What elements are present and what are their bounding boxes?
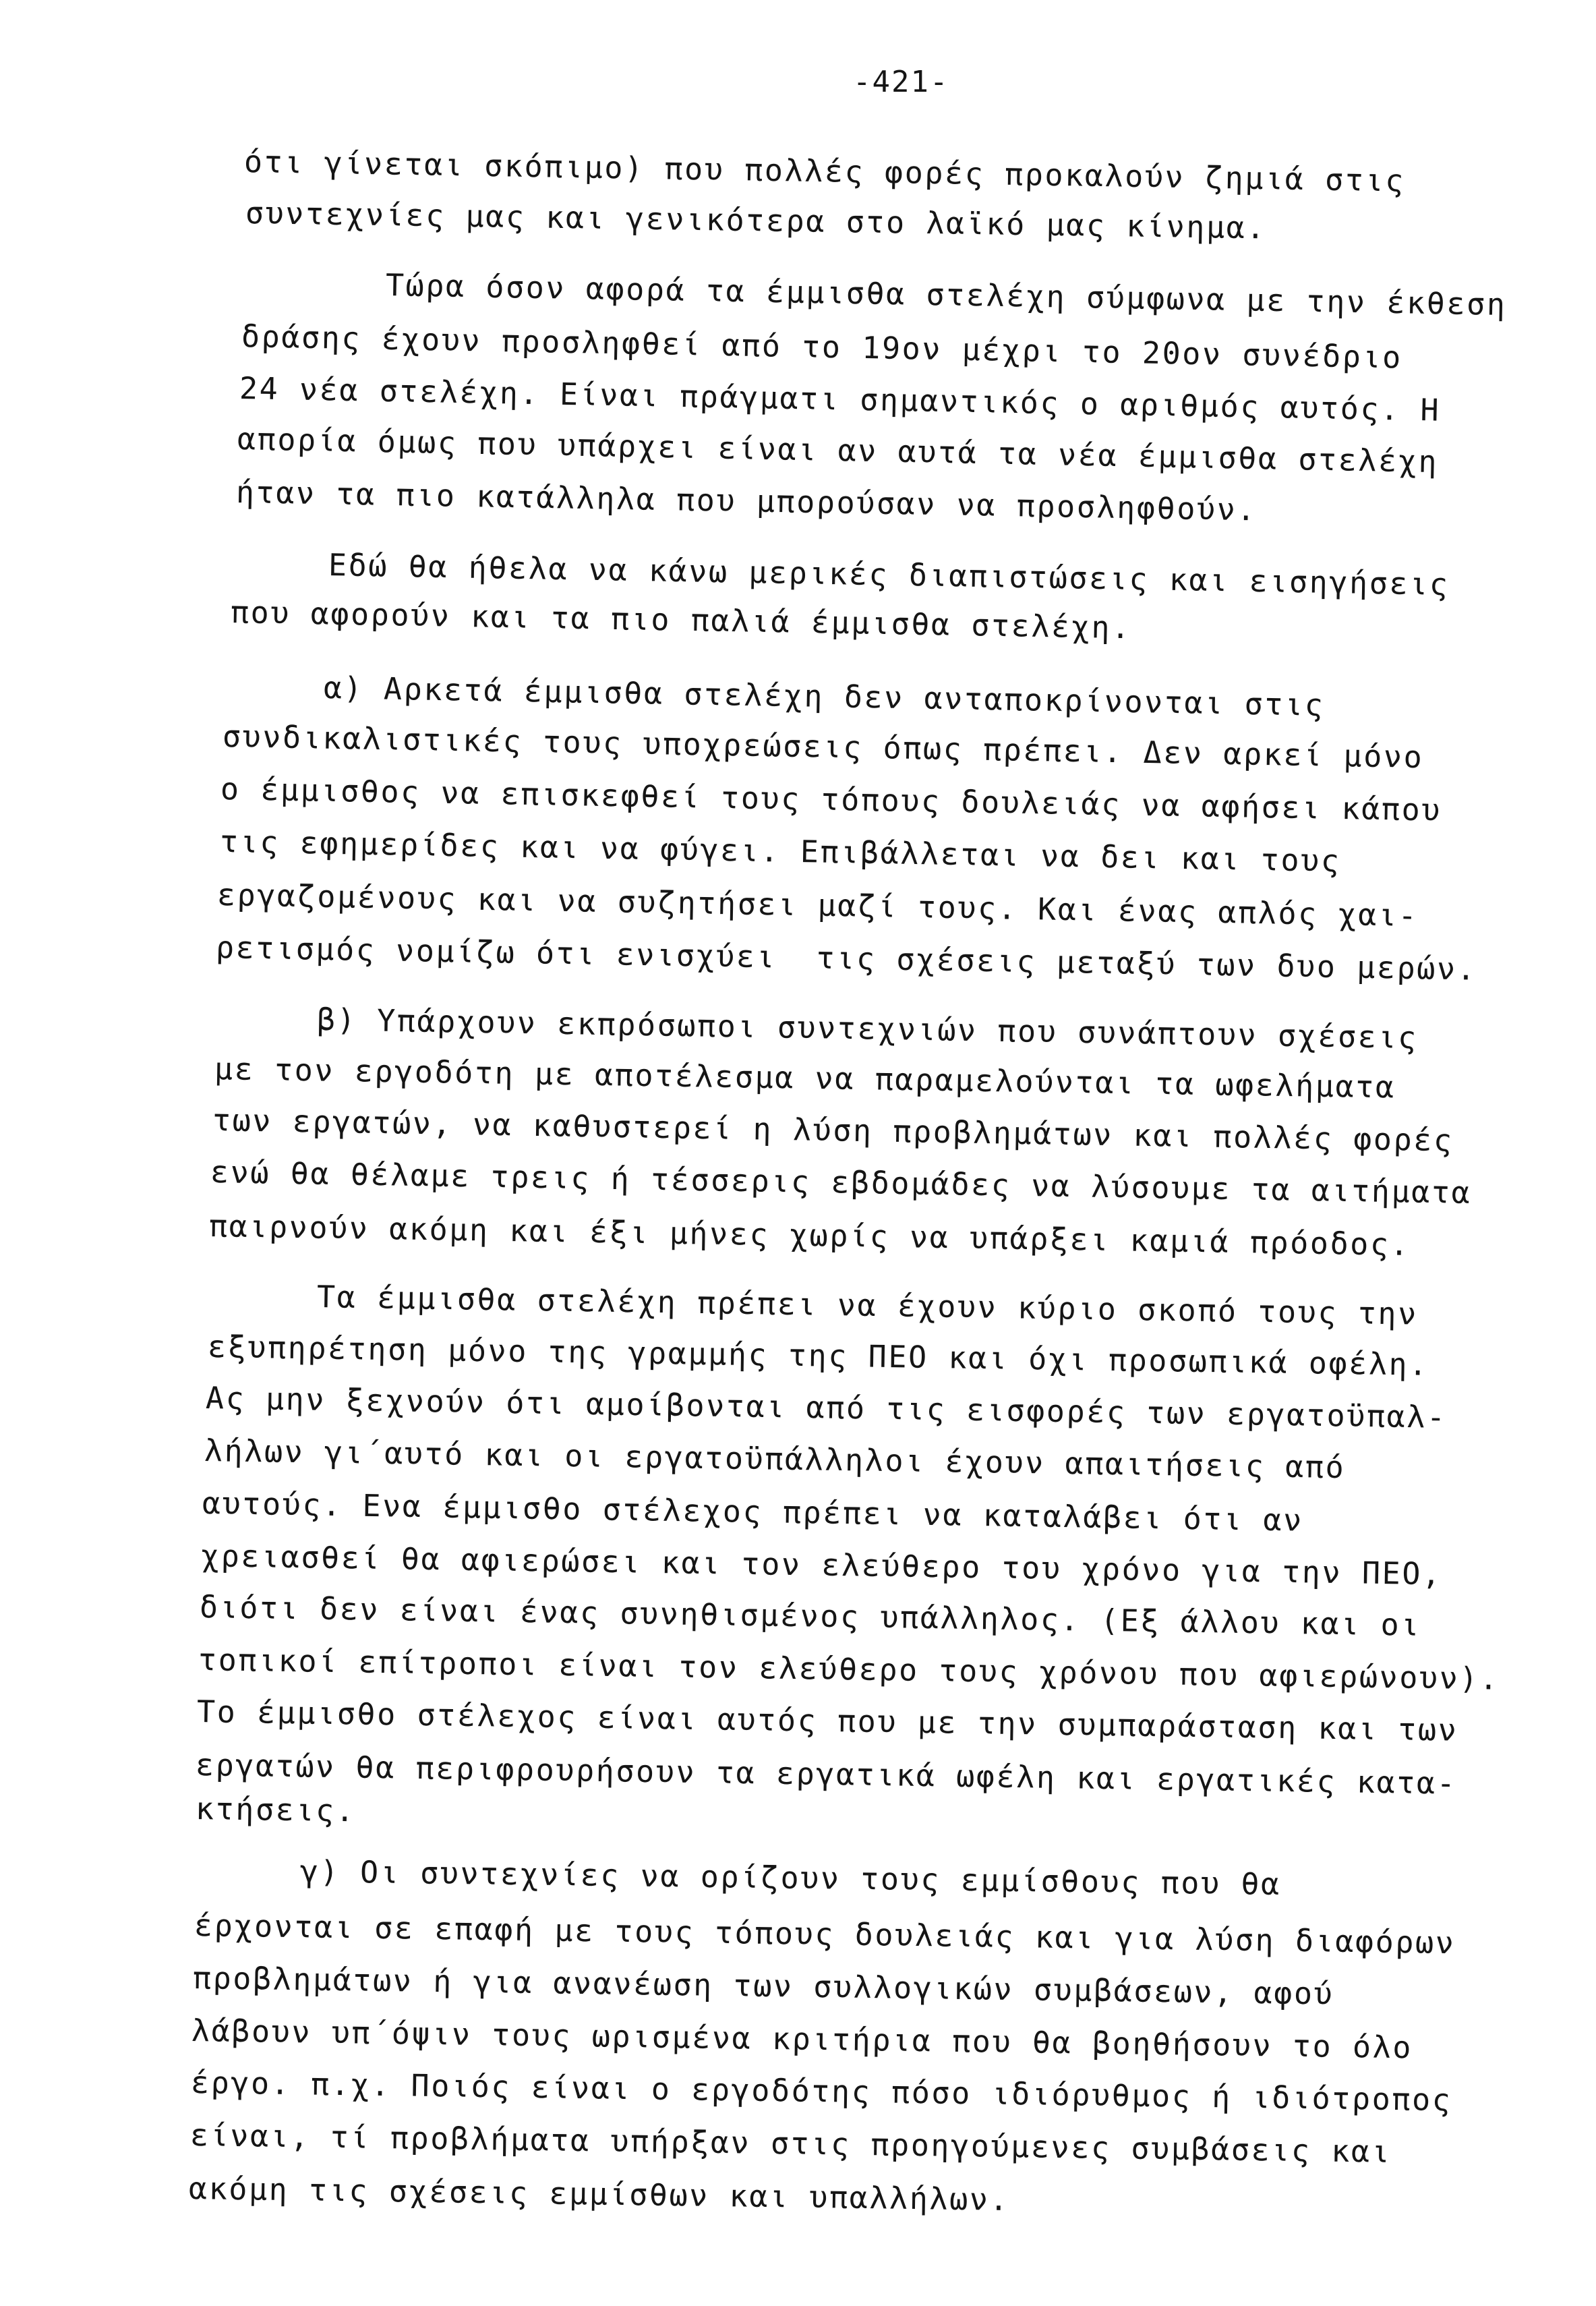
text-line: Τα έμμισθα στελέχη πρέπει να έχουν κύριο σκοπό τους την	[316, 1279, 1419, 1332]
text-line: δράσης έχουν προσληφθεί από το 19ον μέχρι το 20ον συνέδριο	[241, 318, 1403, 376]
text-line: Εδώ θα ήθελα να κάνω μερικές διαπιστώσεις και εισηγήσεις	[328, 547, 1450, 603]
text-line: αυτούς. Ενα έμμισθο στέλεχος πρέπει να καταλάβει ότι αν	[202, 1485, 1304, 1538]
text-line: απορία όμως που υπάρχει είναι αν αυτά τα νέα έμμισθα στελέχη	[237, 421, 1439, 480]
text-line: έρχονται σε επαφή με τους τόπους δουλειάς και για λύση διαφόρων	[194, 1907, 1456, 1961]
text-line: συντεχνίες μας και γενικότερα στο λαϊκό μας κίνημα.	[245, 195, 1267, 246]
text-line: είναι, τί προβλήματα υπήρξαν στις προηγούμενες συμβάσεις και	[189, 2117, 1392, 2170]
text-line: λήλων γι΄αυτό και οι εργατοϋπάλληλοι έχουν απαιτήσεις από	[204, 1433, 1346, 1486]
text-line: διότι δεν είναι ένας συνηθισμένος υπάλληλος. (Εξ άλλου και οι	[199, 1589, 1421, 1643]
text-line: ενώ θα θέλαμε τρεις ή τέσσερις εβδομάδες να λύσουμε τα αιτήματα	[210, 1154, 1472, 1211]
text-line: ρετισμός νομίζω ότι ενισχύει τις σχέσεις μεταξύ των δυο μερών.	[215, 929, 1477, 987]
text-line: έργο. π.χ. Ποιός είναι ο εργοδότης πόσο ιδιόρυθμος ή ιδιότροπος	[190, 2065, 1452, 2118]
text-line: λάβουν υπ΄όψιν τους ωρισμένα κριτήρια που θα βοηθήσουν το όλο	[191, 2013, 1413, 2066]
text-line: ο έμμισθος να επισκεφθεί τους τόπους δουλειάς να αφήσει κάπου	[220, 771, 1442, 828]
text-line: προβλημάτων ή για ανανέωση των συλλογικών συμβάσεων, αφού	[192, 1960, 1334, 2012]
text-line: τις εφημερίδες και να φύγει. Επιβάλλεται να δει και τους	[219, 824, 1341, 880]
text-line: Ας μην ξεχνούν ότι αμοίβονται από τις εισφορές των εργατοϋπαλ-	[205, 1380, 1448, 1435]
text-line: παιρνούν ακόμη και έξι μήνες χωρίς να υπάρξει καμιά πρόοδος.	[208, 1208, 1411, 1263]
text-line: Το έμμισθο στέλεχος είναι αυτός που με την συμπαράσταση και των	[196, 1694, 1458, 1748]
text-line: εργαζομένους και να συζητήσει μαζί τους. Και ένας απλός χαι-	[216, 877, 1419, 934]
text-line: συνδικαλιστικές τους υποχρεώσεις όπως πρέπει. Δεν αρκεί μόνο	[222, 718, 1424, 776]
text-line: που αφορούν και τα πιο παλιά έμμισθα στελέχη.	[230, 594, 1132, 646]
text-line: εργατών θα περιφρουρήσουν τα εργατικά ωφέλη και εργατικές κατα-	[195, 1747, 1457, 1801]
text-line: με τον εργοδότη με αποτέλεσμα να παραμελούνται τα ωφελήματα	[214, 1051, 1396, 1105]
text-line: χρειασθεί θα αφιερώσει και τον ελεύθερο του χρόνο για την ΠΕΟ,	[200, 1538, 1443, 1592]
text-line: ότι γίνεται σκόπιμο) που πολλές φορές προκαλούν ζημιά στις	[243, 144, 1406, 199]
text-line: Τώρα όσον αφορά τα έμμισθα στελέχη σύμφωνα με την έκθεση	[385, 267, 1507, 323]
text-line: εξυπηρέτηση μόνο της γραμμής της ΠΕΟ και όχι προσωπικά οφέλη.	[207, 1329, 1429, 1383]
text-line: των εργατών, να καθυστερεί η λύση προβλημάτων και πολλές φορές	[212, 1102, 1454, 1159]
text-line: γ) Οι συντεχνίες να ορίζουν τους εμμίσθους που θα	[299, 1853, 1282, 1903]
text-line: τοπικοί επίτροποι είναι τον ελεύθερο τους χρόνου που αφιερώνουν).	[198, 1642, 1500, 1697]
text-line: β) Υπάρχουν εκπρόσωποι συντεχνιών που συνάπτουν σχέσεις	[316, 1002, 1419, 1056]
text-line: ακόμη τις σχέσεις εμμίσθων και υπαλλήλων.	[188, 2170, 1010, 2218]
text-line: 24 νέα στελέχη. Είναι πράγματι σημαντικός ο αριθμός αυτός. Η	[239, 370, 1441, 428]
page-number: -421-	[853, 65, 949, 99]
text-line: κτήσεις.	[195, 1791, 356, 1829]
text-line: ήταν τα πιο κατάλληλα που μπορούσαν να προσληφθούν.	[235, 474, 1258, 528]
text-line: α) Αρκετά έμμισθα στελέχη δεν ανταποκρίνονται στις	[323, 670, 1325, 723]
